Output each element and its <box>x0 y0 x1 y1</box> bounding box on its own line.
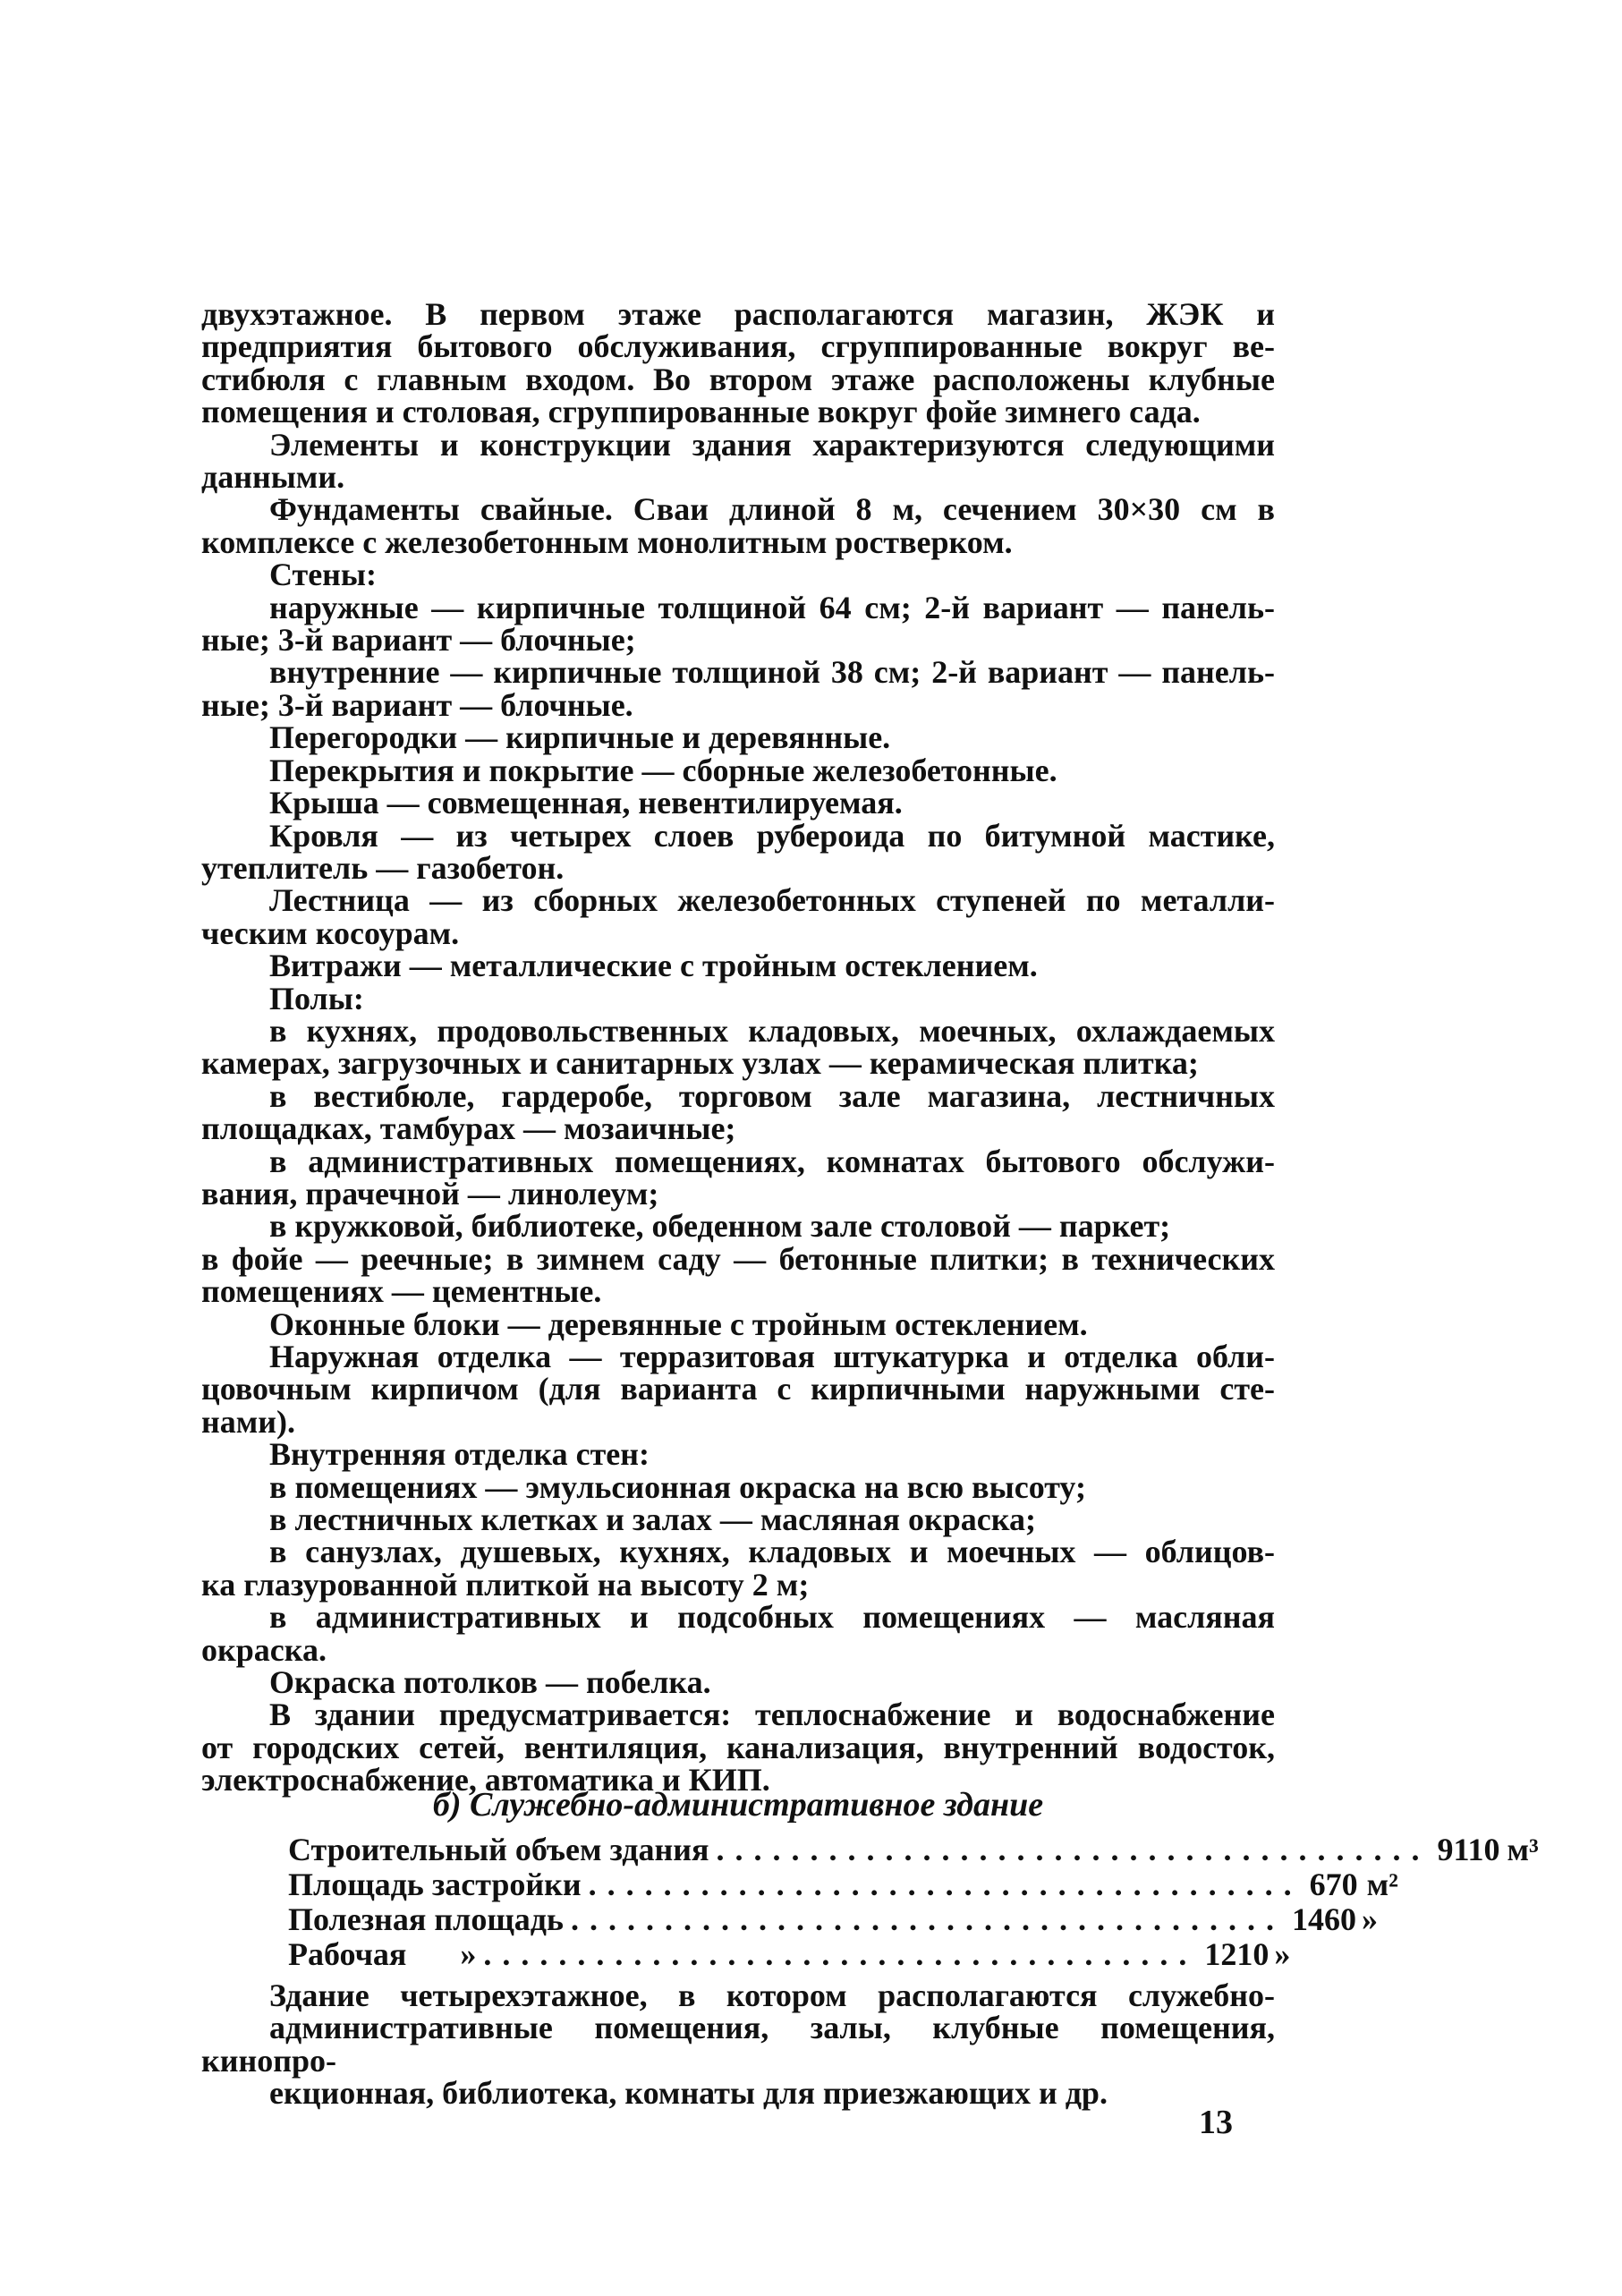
text-line: в кружковой, библиотеке, обеденном зале столовой — паркет; <box>269 1208 1171 1245</box>
spec-value: 9110 <box>1437 1832 1500 1867</box>
paragraph <box>201 491 1275 528</box>
text-line: внутренние — кирпичные толщиной 38 см; 2-й вариант — панель- <box>269 654 1275 691</box>
spec-unit: » <box>1274 1936 1291 1972</box>
paragraph <box>201 1566 1275 1603</box>
paragraph <box>201 558 1275 591</box>
paragraph <box>201 1631 1275 1668</box>
paragraph <box>201 787 1275 819</box>
text-line: Наружная отделка — терразитовая штукатурка и отделка обли- <box>269 1339 1275 1374</box>
paragraph <box>201 1599 1275 1636</box>
text-line: Перегородки — кирпичные и деревянные. <box>269 719 891 756</box>
paragraph <box>201 1240 1275 1310</box>
paragraph <box>201 298 1275 429</box>
paragraph <box>201 1340 1275 1373</box>
paragraph <box>201 817 1275 854</box>
spec-unit: м² <box>1366 1867 1398 1902</box>
text-line: в административных помещениях, комнатах бытового обслужи- <box>269 1143 1275 1179</box>
text-line: в вестибюле, гардеробе, торговом зале магазина, лестничных <box>269 1077 1275 1114</box>
specs-table <box>288 1832 1539 1972</box>
spec-row <box>288 1867 1398 1902</box>
paragraph <box>201 1145 1275 1178</box>
spec-label: Строительный объем здания <box>288 1832 709 1867</box>
text-line: помещения и столовая, сгруппированные вокруг фойе зимнего сада. <box>201 394 1201 430</box>
text-line: Кровля — из четырех слоев рубероида по битумной мастике, <box>269 817 1275 854</box>
paragraph <box>201 882 1275 919</box>
spec-ditto: » <box>460 1936 477 1972</box>
spec-label: Площадь застройки <box>288 1867 582 1902</box>
spec-value: 1210 <box>1204 1936 1270 1972</box>
text-line: помещениях — цементные. <box>201 1273 602 1310</box>
spec-value: 1460 <box>1291 1901 1356 1937</box>
paragraph <box>201 1110 1275 1147</box>
text-line: окраска. <box>201 1631 327 1668</box>
paragraph <box>201 949 1275 982</box>
text-line: в фойе — реечные; в зимнем саду — бетонные плитки; в технических <box>201 1240 1275 1277</box>
paragraph <box>201 1664 1275 1701</box>
text-line: Внутренняя отделка стен: <box>269 1436 650 1473</box>
text-line: стибюля с главным входом. Во втором этаже расположены клубные <box>201 361 1275 397</box>
paragraph <box>201 1175 1275 1212</box>
closing-paragraph <box>201 1979 1275 2110</box>
paragraph <box>201 849 1275 886</box>
text-line: Стены: <box>269 557 378 593</box>
text-line: Полы: <box>269 980 364 1016</box>
paragraph <box>201 982 1275 1015</box>
spec-value: 670 <box>1309 1867 1358 1902</box>
paragraph <box>201 1045 1275 1082</box>
body-text <box>201 298 1275 1797</box>
paragraph <box>201 754 1275 787</box>
text-line: административные помещения, залы, клубные помещения, кинопро- <box>201 2010 1275 2079</box>
paragraph <box>201 591 1275 624</box>
section-heading: б) Служебно-административное здание <box>432 1786 1044 1824</box>
spec-row <box>288 1901 1378 1937</box>
text-line: в лестничных клетках и залах — масляная окраска; <box>269 1501 1036 1538</box>
text-line: В здании предусматривается: теплоснабжение и водоснабжение <box>269 1696 1275 1733</box>
text-line: Здание четырехэтажное, в котором располагаются служебно- <box>269 1977 1275 2013</box>
paragraph <box>201 459 1275 496</box>
paragraph <box>201 1501 1275 1538</box>
text-line: двухэтажное. В первом этаже располагаются магазин, ЖЭК и <box>201 296 1275 332</box>
text-line: Витражи — металлические с тройным остеклением. <box>269 948 1038 984</box>
paragraph <box>201 1468 1275 1505</box>
paragraph <box>201 1698 1275 1731</box>
paragraph <box>201 1208 1275 1245</box>
paragraph <box>201 1012 1275 1049</box>
text-line: в кухнях, продовольственных кладовых, моечных, охлаждаемых <box>269 1012 1275 1049</box>
text-line: утеплитель — газобетон. <box>201 849 565 886</box>
paragraph <box>201 622 1275 659</box>
text-line: екционная, библиотека, комнаты для приезжающих и др. <box>269 2075 1108 2112</box>
paragraph <box>201 914 1275 951</box>
paragraph <box>201 1535 1275 1568</box>
text-line: в помещениях — эмульсионная окраска на всю высоту; <box>269 1468 1086 1505</box>
text-line: электроснабжение, автоматика и КИП. <box>201 1762 770 1799</box>
text-line: ка глазурованной плиткой на высоту 2 м; <box>201 1566 810 1603</box>
paragraph <box>201 523 1275 560</box>
dot-leader: ...................................... <box>588 1867 1303 1902</box>
text-line: Крыша — совмещенная, невентилируемая. <box>269 785 903 821</box>
text-line: предприятия бытового обслуживания, сгруппированные вокруг ве- <box>201 328 1275 365</box>
text-line: камерах, загрузочных и санитарных узлах — керамическая плитка; <box>201 1045 1199 1082</box>
spec-row <box>288 1936 1291 1972</box>
text-line: наружные — кирпичные толщиной 64 см; 2-й вариант — панель- <box>269 589 1275 625</box>
paragraph <box>201 1077 1275 1114</box>
text-line: нами). <box>201 1403 295 1440</box>
dot-leader: ...................................... <box>716 1832 1431 1867</box>
text-line: в санузлах, душевых, кухнях, кладовых и моечных — облицов- <box>269 1534 1275 1570</box>
dot-leader: ...................................... <box>570 1901 1285 1937</box>
text-line: Оконные блоки — деревянные с тройным остеклением. <box>269 1305 1088 1342</box>
dot-leader: ...................................... <box>483 1936 1198 1972</box>
text-line: ные; 3-й вариант — блочные; <box>201 622 636 659</box>
paragraph <box>201 1979 1275 2110</box>
text-line: Лестница — из сборных железобетонных ступеней по металли- <box>269 882 1275 919</box>
text-line: Перекрытия и покрытие — сборные железобетонные. <box>269 752 1057 788</box>
text-line: площадках, тамбурах — мозаичные; <box>201 1110 736 1147</box>
paragraph <box>201 719 1275 756</box>
spec-unit: м³ <box>1507 1832 1539 1867</box>
paragraph <box>201 686 1275 723</box>
spec-label: Рабочая <box>288 1936 407 1972</box>
text-line: ческим косоурам. <box>201 914 460 951</box>
spec-row <box>288 1832 1539 1867</box>
spec-label: Полезная площадь <box>288 1901 564 1937</box>
text-line: вания, прачечной — линолеум; <box>201 1175 659 1212</box>
spec-unit: » <box>1361 1901 1378 1937</box>
text-line: Фундаменты свайные. Сваи длиной 8 м, сечением 30×30 см в <box>269 491 1275 528</box>
paragraph <box>201 654 1275 691</box>
text-line: Элементы и конструкции здания характеризуются следующими <box>269 426 1275 463</box>
paragraph <box>201 426 1275 463</box>
text-line: цовочным кирпичом (для варианта с кирпичными наружными сте- <box>201 1371 1275 1407</box>
paragraph <box>201 1305 1275 1342</box>
paragraph <box>201 1436 1275 1473</box>
text-line: комплексе с железобетонным монолитным ростверком. <box>201 523 1013 560</box>
text-line: данными. <box>201 459 345 496</box>
page-number: 13 <box>1199 2104 1233 2141</box>
text-line: ные; 3-й вариант — блочные. <box>201 686 633 723</box>
text-line: от городских сетей, вентиляция, канализация, внутренний водосток, <box>201 1729 1275 1765</box>
text-line: Окраска потолков — побелка. <box>269 1664 711 1701</box>
paragraph <box>201 1373 1275 1438</box>
text-line: в административных и подсобных помещениях — масляная <box>269 1599 1275 1636</box>
